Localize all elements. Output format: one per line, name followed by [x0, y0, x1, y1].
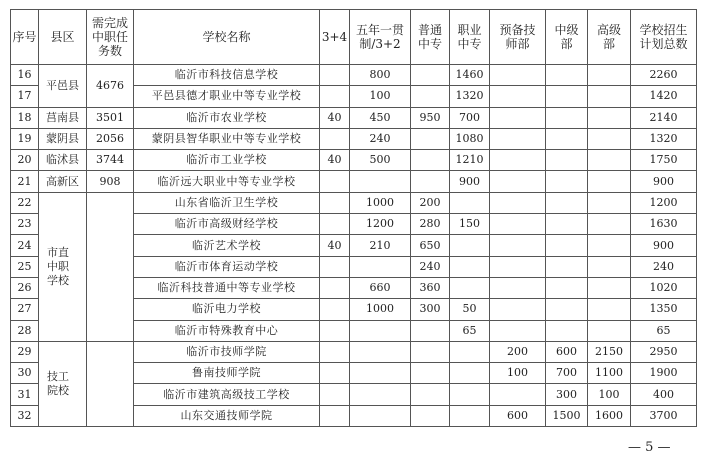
value-c34	[320, 405, 350, 426]
value-zj	[546, 235, 588, 256]
row-number: 27	[11, 299, 39, 320]
value-total: 2950	[631, 341, 697, 362]
value-yb: 600	[490, 405, 546, 426]
table-body	[11, 65, 697, 427]
value-zy: 1320	[450, 86, 490, 107]
value-zy	[450, 384, 490, 405]
value-zj: 1500	[546, 405, 588, 426]
value-pt	[411, 171, 450, 192]
task-count-cell: 3744	[87, 150, 134, 171]
school-name: 临沂市特殊教育中心	[134, 320, 320, 341]
value-c34: 40	[320, 150, 350, 171]
value-c5	[350, 405, 411, 426]
value-c34	[320, 299, 350, 320]
value-total: 1750	[631, 150, 697, 171]
table-row	[11, 128, 697, 149]
value-gj: 2150	[588, 341, 631, 362]
table-row	[11, 65, 697, 86]
value-total: 900	[631, 171, 697, 192]
value-c5	[350, 171, 411, 192]
value-yb	[490, 214, 546, 235]
task-count-cell	[87, 192, 134, 341]
value-yb	[490, 299, 546, 320]
value-total: 900	[631, 235, 697, 256]
county-cell: 高新区	[39, 171, 87, 192]
value-total: 3700	[631, 405, 697, 426]
value-c34	[320, 320, 350, 341]
row-number: 21	[11, 171, 39, 192]
value-gj: 1600	[588, 405, 631, 426]
enrollment-plan-table	[10, 9, 697, 427]
value-c34	[320, 256, 350, 277]
value-c5: 1000	[350, 192, 411, 213]
school-name: 临沂电力学校	[134, 299, 320, 320]
value-gj	[588, 107, 631, 128]
value-total: 1630	[631, 214, 697, 235]
value-zj	[546, 192, 588, 213]
value-zy: 1080	[450, 128, 490, 149]
value-c5: 240	[350, 128, 411, 149]
value-c34	[320, 341, 350, 362]
school-name: 临沂市技师学院	[134, 341, 320, 362]
value-gj	[588, 320, 631, 341]
value-c34	[320, 65, 350, 86]
value-yb	[490, 107, 546, 128]
value-total: 1200	[631, 192, 697, 213]
value-zy: 1210	[450, 150, 490, 171]
value-yb	[490, 384, 546, 405]
value-c5: 450	[350, 107, 411, 128]
value-gj: 1100	[588, 363, 631, 384]
header-task: 需完成中职任务数	[87, 10, 134, 65]
value-gj	[588, 235, 631, 256]
value-total: 1900	[631, 363, 697, 384]
value-zj	[546, 299, 588, 320]
value-total: 2140	[631, 107, 697, 128]
header-3plus4: 3+4	[320, 10, 350, 65]
value-zj	[546, 150, 588, 171]
school-name: 临沂市体育运动学校	[134, 256, 320, 277]
value-c34	[320, 363, 350, 384]
task-count-cell: 2056	[87, 128, 134, 149]
value-gj	[588, 192, 631, 213]
value-pt	[411, 86, 450, 107]
value-yb	[490, 86, 546, 107]
value-zy	[450, 363, 490, 384]
value-zy: 50	[450, 299, 490, 320]
task-count-cell: 908	[87, 171, 134, 192]
task-count-cell	[87, 341, 134, 426]
value-zy	[450, 341, 490, 362]
header-school-name: 学校名称	[134, 10, 320, 65]
value-zj: 700	[546, 363, 588, 384]
value-gj	[588, 214, 631, 235]
value-yb	[490, 128, 546, 149]
header-vocational-secondary: 职业中专	[450, 10, 490, 65]
value-pt: 280	[411, 214, 450, 235]
value-pt	[411, 128, 450, 149]
row-number: 31	[11, 384, 39, 405]
school-name: 临沂市科技信息学校	[134, 65, 320, 86]
value-c5: 1200	[350, 214, 411, 235]
value-yb: 100	[490, 363, 546, 384]
value-zy	[450, 256, 490, 277]
row-number: 16	[11, 65, 39, 86]
county-cell: 蒙阴县	[39, 128, 87, 149]
value-total: 1320	[631, 128, 697, 149]
value-gj	[588, 65, 631, 86]
value-c34	[320, 192, 350, 213]
value-c5	[350, 341, 411, 362]
value-c5	[350, 320, 411, 341]
county-cell: 临沭县	[39, 150, 87, 171]
school-name: 山东省临沂卫生学校	[134, 192, 320, 213]
row-number: 19	[11, 128, 39, 149]
value-c34	[320, 214, 350, 235]
value-zj	[546, 86, 588, 107]
value-gj	[588, 128, 631, 149]
value-gj	[588, 171, 631, 192]
header-five-year: 五年一贯制/3+2	[350, 10, 411, 65]
value-c5: 1000	[350, 299, 411, 320]
header-advanced: 高级部	[588, 10, 631, 65]
school-name: 临沂市高级财经学校	[134, 214, 320, 235]
table-row	[11, 341, 697, 362]
header-pre-technician: 预备技师部	[490, 10, 546, 65]
header-total-plan: 学校招生计划总数	[631, 10, 697, 65]
row-number: 17	[11, 86, 39, 107]
value-zj	[546, 107, 588, 128]
header-county: 县区	[39, 10, 87, 65]
value-c5: 800	[350, 65, 411, 86]
value-pt	[411, 341, 450, 362]
value-zj	[546, 320, 588, 341]
school-name: 临沂市工业学校	[134, 150, 320, 171]
value-yb: 200	[490, 341, 546, 362]
header-row	[11, 10, 697, 65]
county-cell: 莒南县	[39, 107, 87, 128]
value-pt: 200	[411, 192, 450, 213]
value-zy	[450, 235, 490, 256]
row-number: 20	[11, 150, 39, 171]
school-name: 临沂远大职业中等专业学校	[134, 171, 320, 192]
value-pt: 950	[411, 107, 450, 128]
value-zj	[546, 171, 588, 192]
value-zy: 150	[450, 214, 490, 235]
row-number: 25	[11, 256, 39, 277]
value-zj: 600	[546, 341, 588, 362]
county-cell: 技工院校	[39, 341, 87, 426]
value-pt: 650	[411, 235, 450, 256]
school-name: 蒙阴县智华职业中等专业学校	[134, 128, 320, 149]
value-zy	[450, 277, 490, 298]
value-zj	[546, 128, 588, 149]
row-number: 28	[11, 320, 39, 341]
row-number: 24	[11, 235, 39, 256]
value-yb	[490, 150, 546, 171]
value-yb	[490, 277, 546, 298]
row-number: 22	[11, 192, 39, 213]
header-seq: 序号	[11, 10, 39, 65]
school-name: 平邑县德才职业中等专业学校	[134, 86, 320, 107]
value-pt	[411, 150, 450, 171]
value-total: 2260	[631, 65, 697, 86]
row-number: 29	[11, 341, 39, 362]
row-number: 32	[11, 405, 39, 426]
value-total: 1420	[631, 86, 697, 107]
value-c34	[320, 128, 350, 149]
value-yb	[490, 256, 546, 277]
value-c34	[320, 86, 350, 107]
value-c5: 210	[350, 235, 411, 256]
value-gj	[588, 150, 631, 171]
value-zy: 65	[450, 320, 490, 341]
row-number: 18	[11, 107, 39, 128]
value-c5	[350, 384, 411, 405]
value-zy: 700	[450, 107, 490, 128]
value-zj	[546, 214, 588, 235]
value-zy: 900	[450, 171, 490, 192]
value-total: 400	[631, 384, 697, 405]
value-c34	[320, 384, 350, 405]
value-c5	[350, 256, 411, 277]
value-pt	[411, 363, 450, 384]
header-intermediate: 中级部	[546, 10, 588, 65]
table-row	[11, 150, 697, 171]
county-cell: 市直中职学校	[39, 192, 87, 341]
value-gj	[588, 299, 631, 320]
value-gj	[588, 86, 631, 107]
value-zy: 1460	[450, 65, 490, 86]
header-general-secondary: 普通中专	[411, 10, 450, 65]
value-pt: 240	[411, 256, 450, 277]
value-c5: 500	[350, 150, 411, 171]
school-name: 临沂市建筑高级技工学校	[134, 384, 320, 405]
task-count-cell: 3501	[87, 107, 134, 128]
value-total: 1350	[631, 299, 697, 320]
value-c5	[350, 363, 411, 384]
value-total: 65	[631, 320, 697, 341]
value-total: 1020	[631, 277, 697, 298]
value-c34	[320, 171, 350, 192]
value-pt	[411, 320, 450, 341]
school-name: 临沂艺术学校	[134, 235, 320, 256]
value-c5: 100	[350, 86, 411, 107]
school-name: 临沂科技普通中等专业学校	[134, 277, 320, 298]
value-zj	[546, 65, 588, 86]
value-yb	[490, 320, 546, 341]
row-number: 26	[11, 277, 39, 298]
table-row	[11, 171, 697, 192]
value-total: 240	[631, 256, 697, 277]
value-gj: 100	[588, 384, 631, 405]
value-zj	[546, 256, 588, 277]
value-zj: 300	[546, 384, 588, 405]
value-zy	[450, 405, 490, 426]
task-count-cell: 4676	[87, 65, 134, 108]
school-name: 临沂市农业学校	[134, 107, 320, 128]
value-c5: 660	[350, 277, 411, 298]
value-yb	[490, 192, 546, 213]
value-gj	[588, 277, 631, 298]
county-cell: 平邑县	[39, 65, 87, 108]
value-pt	[411, 405, 450, 426]
value-c34: 40	[320, 235, 350, 256]
row-number: 30	[11, 363, 39, 384]
value-pt: 300	[411, 299, 450, 320]
school-name: 山东交通技师学院	[134, 405, 320, 426]
table-row	[11, 107, 697, 128]
school-name: 鲁南技师学院	[134, 363, 320, 384]
value-zy	[450, 192, 490, 213]
value-yb	[490, 171, 546, 192]
value-c34: 40	[320, 107, 350, 128]
value-pt	[411, 384, 450, 405]
row-number: 23	[11, 214, 39, 235]
value-gj	[588, 256, 631, 277]
value-c34	[320, 277, 350, 298]
value-pt	[411, 65, 450, 86]
value-yb	[490, 65, 546, 86]
value-zj	[546, 277, 588, 298]
page-number: — 5 —	[628, 440, 671, 455]
table-row	[11, 192, 697, 213]
value-pt: 360	[411, 277, 450, 298]
value-yb	[490, 235, 546, 256]
